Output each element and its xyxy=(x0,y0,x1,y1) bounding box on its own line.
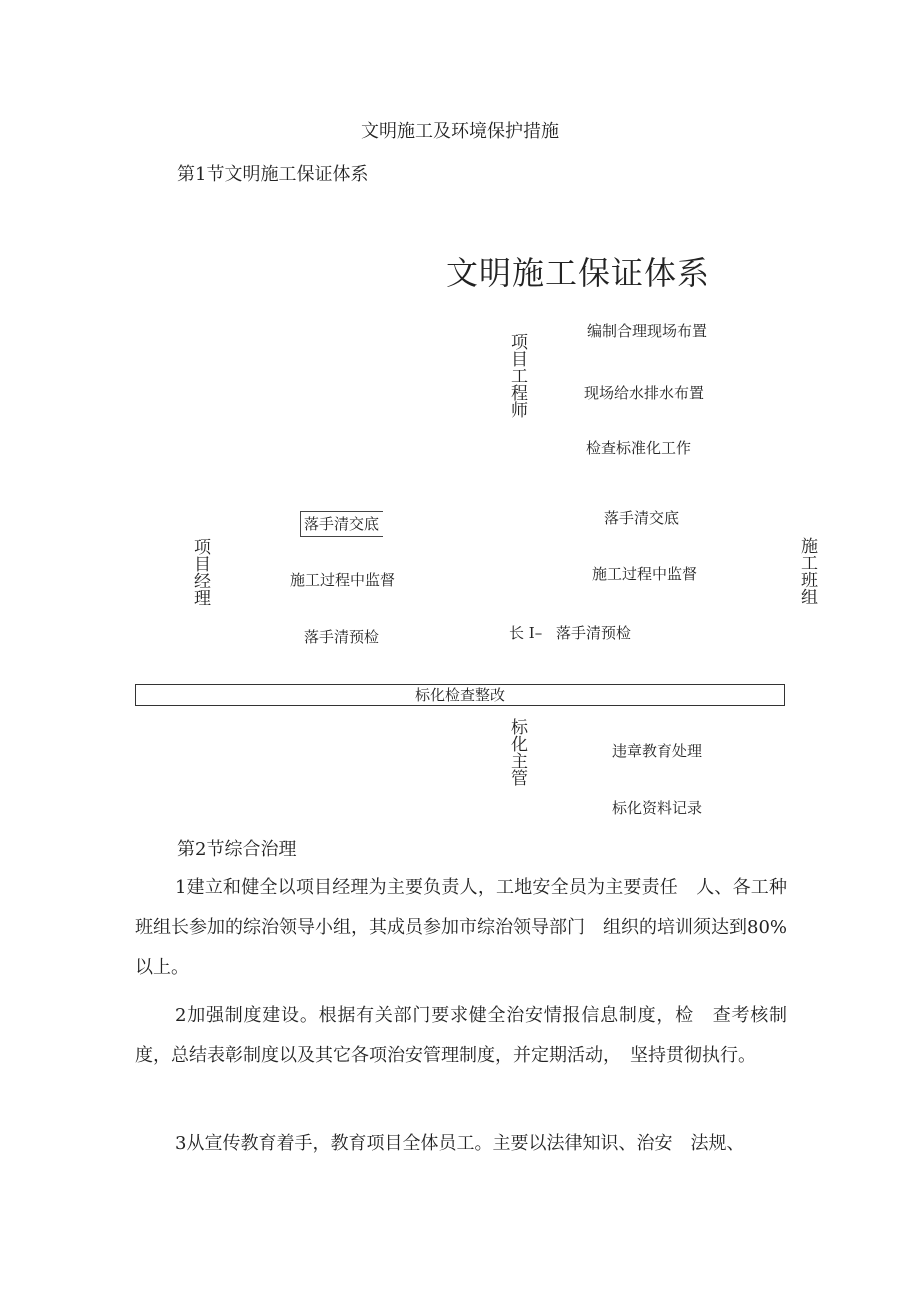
engineer-duty-1: 编制合理现场布置 xyxy=(587,322,708,340)
manager-duty-1: 落手清交底 xyxy=(300,511,383,537)
paragraph-2: 2加强制度建设。根据有关部门要求健全治安情报信息制度，检 查考核制度，总结表彰制度以及其它各项治安管理制度，并定期活动， 坚持贯彻执行。 xyxy=(135,1005,787,1066)
paragraph-1: 1建立和健全以项目经理为主要负责人，工地安全员为主要责任 人、各工种班组长参加的综治领导小组，其成员参加市综治领导部门 组织的培训须达到80%以上。 xyxy=(135,877,788,978)
team-prefix-mark: 长 Ⅰ– xyxy=(509,624,543,642)
section-1-heading: 第1节文明施工保证体系 xyxy=(177,164,369,185)
supervisor-duty-2: 标化资料记录 xyxy=(612,799,703,817)
paragraph-3: 3从宣传教育着手，教育项目全体员工。主要以法律知识、治安 法规、 xyxy=(175,1133,745,1154)
manager-duty-3: 落手清预检 xyxy=(304,628,380,646)
role-project-manager: 项目经理 xyxy=(190,538,210,606)
team-duty-2: 施工过程中监督 xyxy=(592,565,698,583)
role-project-engineer: 项目工程师 xyxy=(507,333,527,418)
standardization-check-box: 标化检查整改 xyxy=(135,684,785,706)
manager-duty-2: 施工过程中监督 xyxy=(290,571,396,589)
team-duty-1: 落手清交底 xyxy=(604,509,680,527)
supervisor-duty-1: 违章教育处理 xyxy=(612,742,703,760)
section-2-heading: 第2节综合治理 xyxy=(177,839,297,860)
team-duty-3: 落手清预检 xyxy=(556,624,632,642)
document-title: 文明施工及环境保护措施 xyxy=(361,121,559,142)
role-construction-team: 施工班组 xyxy=(797,537,817,605)
role-standardization-supervisor: 标化主管 xyxy=(507,718,527,786)
diagram-title: 文明施工保证体系 xyxy=(446,254,711,292)
engineer-duty-2: 现场给水排水布置 xyxy=(584,384,705,402)
engineer-duty-3: 检查标准化工作 xyxy=(586,439,692,457)
